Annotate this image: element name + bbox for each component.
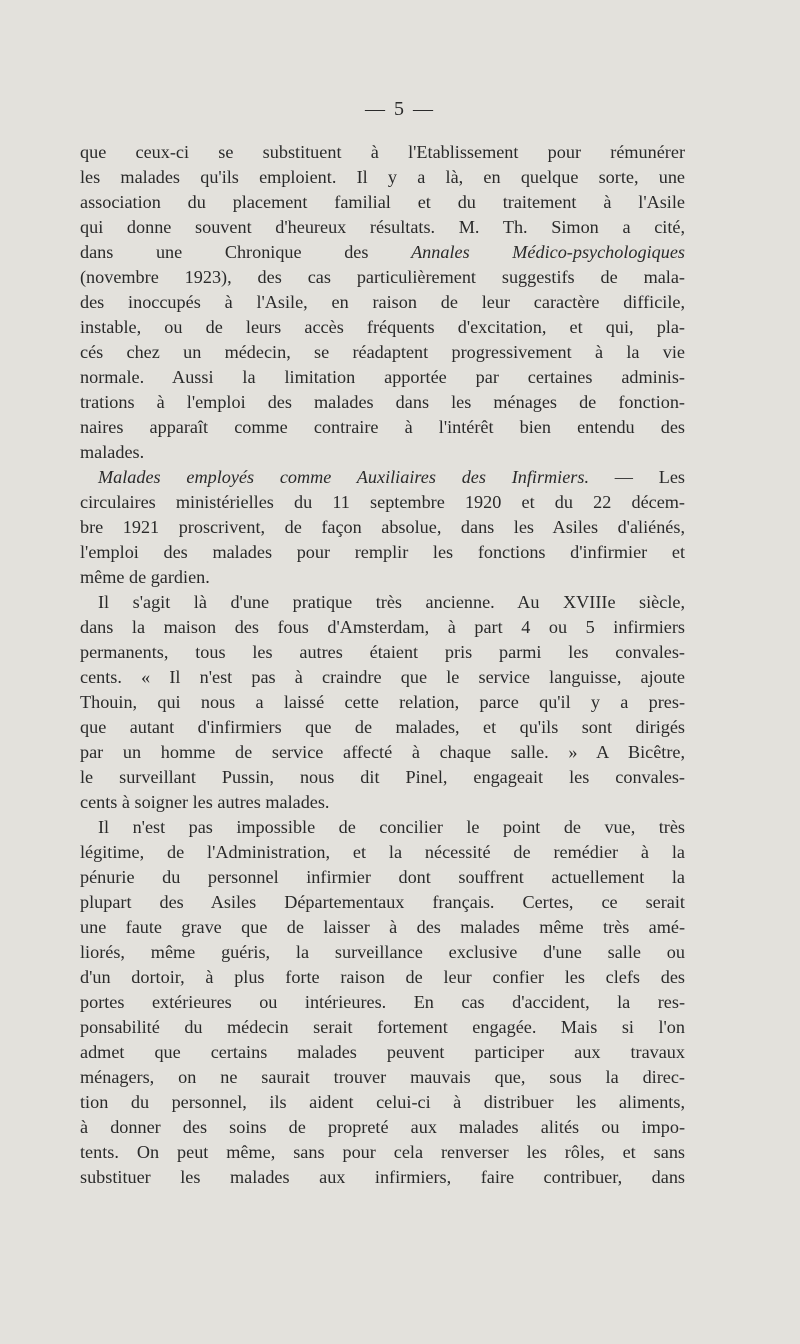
- text-line: cents à soigner les autres malades.: [80, 792, 330, 812]
- text-line: circulaires ministérielles du 11 septembre 1920 et du 22 décem-: [80, 492, 685, 512]
- text-line: association du placement familial et du traitement à l'Asile: [80, 192, 685, 212]
- text-line: cés chez un médecin, se réadaptent progressivement à la vie: [80, 342, 685, 362]
- text-line: à donner des soins de propreté aux malades alités ou impo-: [80, 1117, 685, 1137]
- text-line: ponsabilité du médecin serait fortement engagée. Mais si l'on: [80, 1017, 685, 1037]
- text-line: tents. On peut même, sans pour cela renverser les rôles, et sans: [80, 1142, 685, 1162]
- text-line: (novembre 1923), des cas particulièrement suggestifs de mala-: [80, 267, 685, 287]
- text-line: admet que certains malades peuvent participer aux travaux: [80, 1042, 685, 1062]
- text-line: dans la maison des fous d'Amsterdam, à part 4 ou 5 infirmiers: [80, 617, 685, 637]
- text-line: les malades qu'ils emploient. Il y a là, en quelque sorte, une: [80, 167, 685, 187]
- text-line: bre 1921 proscrivent, de façon absolue, dans les Asiles d'aliénés,: [80, 517, 685, 537]
- text-line: Il s'agit là d'une pratique très ancienne. Au XVIIIe siècle,: [98, 592, 685, 612]
- text-line: cents. « Il n'est pas à craindre que le service languisse, ajoute: [80, 667, 685, 687]
- text-line: qui donne souvent d'heureux résultats. M. Th. Simon a cité,: [80, 217, 685, 237]
- text-line: Il n'est pas impossible de concilier le point de vue, très: [98, 817, 685, 837]
- text-line: une faute grave que de laisser à des malades même très amé-: [80, 917, 685, 937]
- page-number: — 5 —: [365, 98, 435, 120]
- text-line: Malades employés comme Auxiliaires des Infirmiers. — Les: [98, 467, 685, 487]
- text-line: instable, ou de leurs accès fréquents d'excitation, et qui, pla-: [80, 317, 685, 337]
- text-line: le surveillant Pussin, nous dit Pinel, engageait les convales-: [80, 767, 685, 787]
- text-line: normale. Aussi la limitation apportée par certaines adminis-: [80, 367, 685, 387]
- text-line: d'un dortoir, à plus forte raison de leur confier les clefs des: [80, 967, 685, 987]
- text-line: naires apparaît comme contraire à l'intérêt bien entendu des: [80, 417, 685, 437]
- text-line: des inoccupés à l'Asile, en raison de leur caractère difficile,: [80, 292, 685, 312]
- body-text: [80, 140, 685, 1190]
- text-line: que autant d'infirmiers que de malades, et qu'ils sont dirigés: [80, 717, 685, 737]
- text-line: par un homme de service affecté à chaque salle. » A Bicêtre,: [80, 742, 685, 762]
- italic-text: Annales Médico-psychologiques: [411, 242, 685, 262]
- text-line: dans une Chronique des Annales Médico-psychologiques: [80, 242, 685, 262]
- text-line: Thouin, qui nous a laissé cette relation, parce qu'il y a pres-: [80, 692, 685, 712]
- text-line: même de gardien.: [80, 567, 210, 587]
- text-line: liorés, même guéris, la surveillance exclusive d'une salle ou: [80, 942, 685, 962]
- text-line: pénurie du personnel infirmier dont souffrent actuellement la: [80, 867, 685, 887]
- text-line: permanents, tous les autres étaient pris parmi les convales-: [80, 642, 685, 662]
- text-line: trations à l'emploi des malades dans les ménages de fonction-: [80, 392, 685, 412]
- text-line: malades.: [80, 442, 145, 462]
- text-line: tion du personnel, ils aident celui-ci à distribuer les aliments,: [80, 1092, 685, 1112]
- italic-text: Malades employés comme Auxiliaires des Infirmiers.: [98, 467, 589, 487]
- text-line: légitime, de l'Administration, et la nécessité de remédier à la: [80, 842, 685, 862]
- text-line: ménagers, on ne saurait trouver mauvais que, sous la direc-: [80, 1067, 685, 1087]
- text-line: l'emploi des malades pour remplir les fonctions d'infirmier et: [80, 542, 685, 562]
- text-line: portes extérieures ou intérieures. En cas d'accident, la res-: [80, 992, 685, 1012]
- text-line: plupart des Asiles Départementaux français. Certes, ce serait: [80, 892, 685, 912]
- text-line: que ceux-ci se substituent à l'Etablissement pour rémunérer: [80, 142, 685, 162]
- text-line: substituer les malades aux infirmiers, faire contribuer, dans: [80, 1167, 685, 1187]
